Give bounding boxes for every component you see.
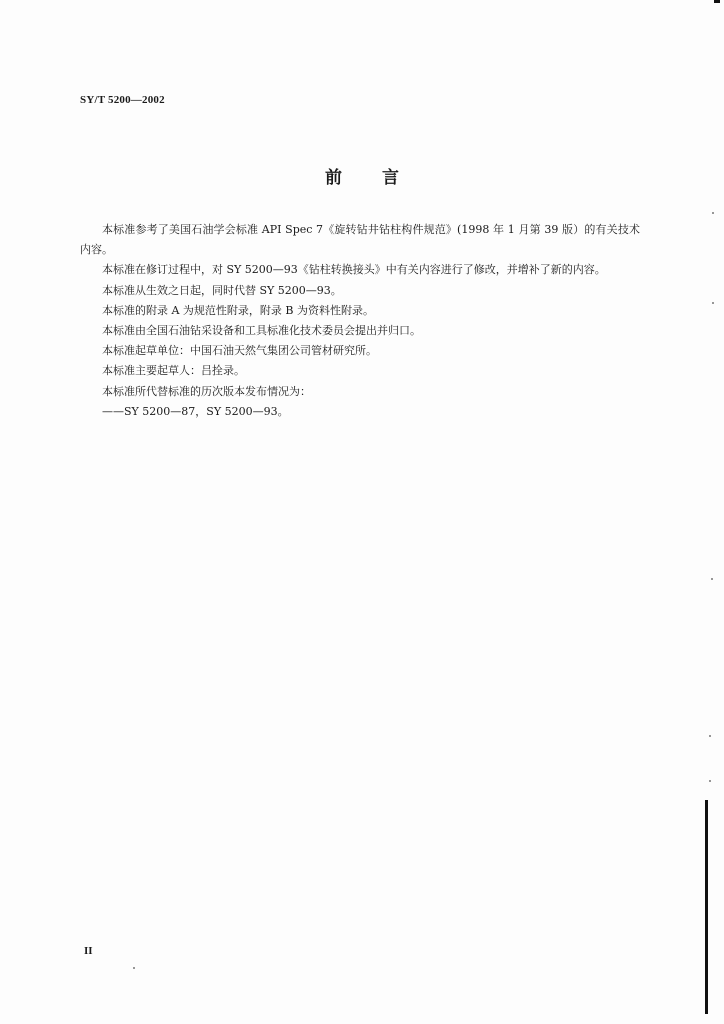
scan-edge-line bbox=[705, 800, 708, 1014]
document-code: SY/T 5200—2002 bbox=[80, 94, 165, 106]
paragraph-annex: 本标准的附录 A 为规范性附录，附录 B 为资料性附录。 bbox=[102, 303, 375, 317]
paragraph-reference: 本标准参考了美国石油学会标准 API Spec 7《旋转钻井钻柱构件规范》(1998 年 1 月第 39 版）的有关技术内容。 bbox=[80, 223, 640, 257]
paragraph-drafter: 本标准主要起草人：吕拴录。 bbox=[102, 364, 245, 378]
scan-speck bbox=[133, 967, 135, 969]
section-title bbox=[0, 163, 724, 188]
section-title-part-2: 言 bbox=[382, 168, 399, 188]
foreword-body bbox=[80, 220, 640, 422]
scan-edge-mark bbox=[714, 0, 720, 3]
paragraph-supersede: 本标准从生效之日起，同时代替 SY 5200—93。 bbox=[102, 283, 342, 297]
section-title-part-1: 前 bbox=[325, 168, 342, 188]
paragraph-history-intro: 本标准所代替标准的历次版本发布情况为： bbox=[102, 384, 311, 398]
page-number: II bbox=[84, 945, 93, 957]
scan-speck bbox=[712, 302, 714, 304]
scan-speck bbox=[709, 780, 711, 782]
scan-speck bbox=[709, 735, 711, 737]
paragraph-proposer: 本标准由全国石油钻采设备和工具标准化技术委员会提出并归口。 bbox=[102, 324, 421, 338]
scan-speck bbox=[712, 212, 714, 214]
scan-speck bbox=[711, 578, 713, 580]
paragraph-drafting-unit: 本标准起草单位：中国石油天然气集团公司管材研究所。 bbox=[102, 344, 377, 358]
paragraph-revision: 本标准在修订过程中，对 SY 5200—93《钻柱转换接头》中有关内容进行了修改，并增补了新的内容。 bbox=[102, 263, 606, 277]
paragraph-history-list: ——SY 5200—87，SY 5200—93。 bbox=[102, 404, 289, 418]
